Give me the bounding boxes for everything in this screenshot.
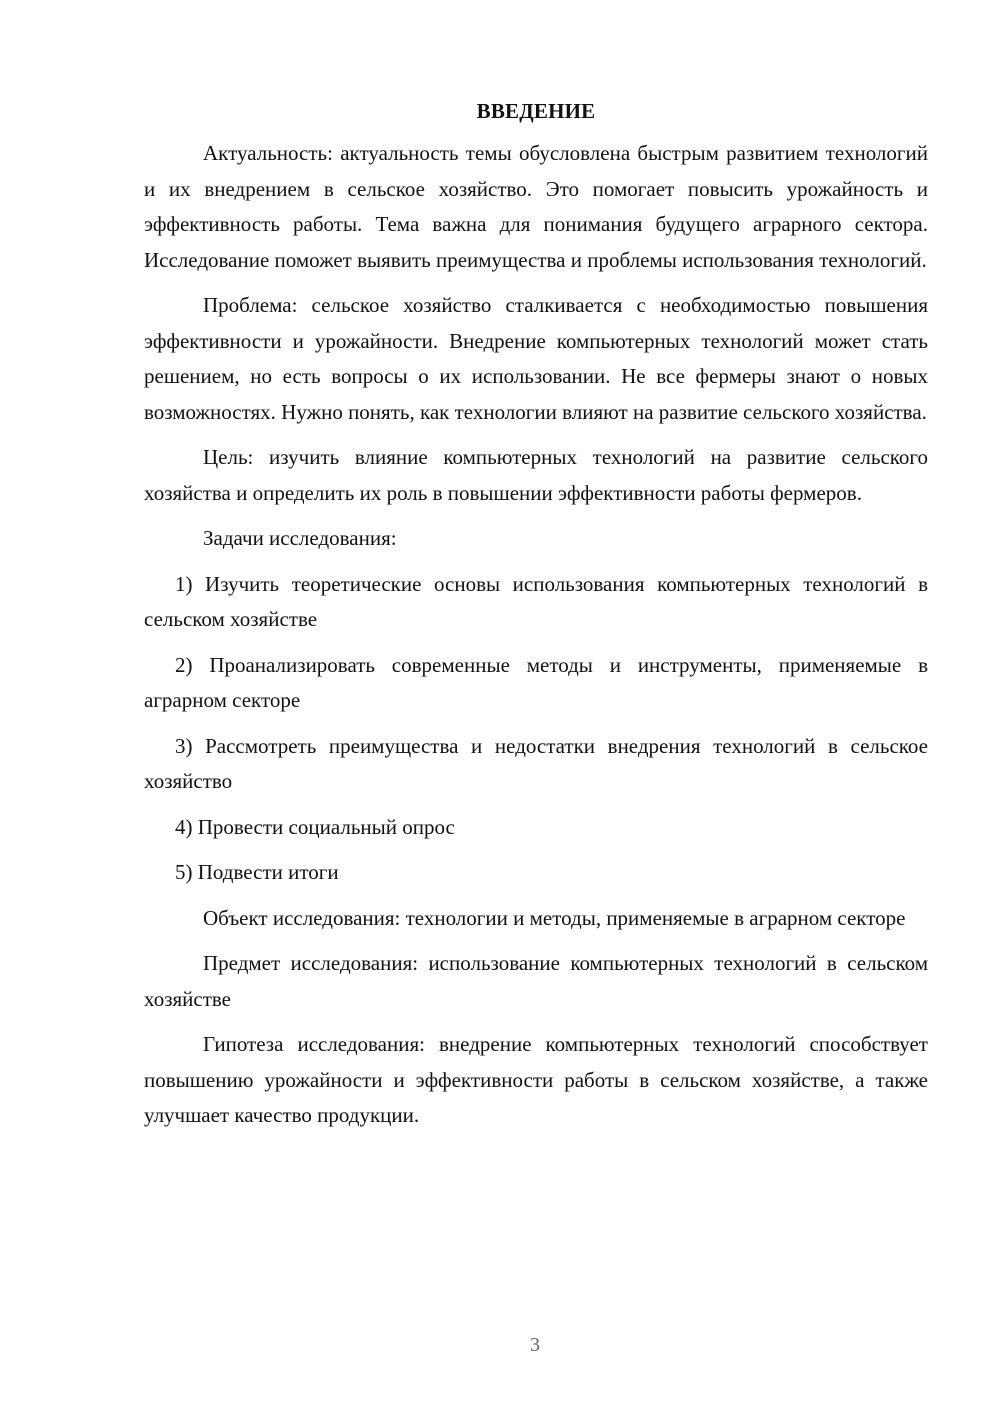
- page-number: 3: [530, 1334, 540, 1356]
- page-content: [144, 96, 928, 1134]
- paragraph-subject: Предмет исследования: использование компьютерных технологий в сельском хозяйстве: [144, 951, 928, 1011]
- paragraph-object: Объект исследования: технологии и методы, применяемые в аграрном секторе: [203, 905, 906, 930]
- paragraph-hypothesis: Гипотеза исследования: внедрение компьютерных технологий способствует повышению урожайности и эффективности работы в сельском хозяйстве, а также улучшает качество продукции.: [144, 1032, 928, 1127]
- task-item: 3) Рассмотреть преимущества и недостатки внедрения технологий в сельское хозяйство: [144, 733, 928, 793]
- tasks-heading: Задачи исследования:: [203, 526, 397, 550]
- task-item: 4) Провести социальный опрос: [175, 814, 455, 839]
- page-title: ВВЕДЕНИЕ: [476, 99, 596, 123]
- paragraph-problem: Проблема: сельское хозяйство сталкивается с необходимостью повышения эффективности и урожайности. Внедрение компьютерных технологий может стать решением, но есть вопросы о их использовании. Не все фермеры знают о новых возможностях. Нужно понять, как технологии влияют на развитие сельского хозяйства.: [144, 293, 928, 424]
- task-item: 5) Подвести итоги: [175, 860, 339, 884]
- task-item: 1) Изучить теоретические основы использования компьютерных технологий в сельском хозяйстве: [144, 571, 928, 631]
- paragraph-goal: Цель: изучить влияние компьютерных технологий на развитие сельского хозяйства и определить их роль в повышении эффективности работы фермеров.: [144, 445, 928, 505]
- paragraph-relevance: Актуальность: актуальность темы обусловлена быстрым развитием технологий и их внедрением в сельское хозяйство. Это помогает повысить урожайность и эффективность работы. Тема важна для понимания будущего аграрного сектора. Исследование поможет выявить преимущества и проблемы использования технологий.: [144, 141, 928, 272]
- task-item: 2) Проанализировать современные методы и инструменты, применяемые в аграрном секторе: [144, 652, 928, 712]
